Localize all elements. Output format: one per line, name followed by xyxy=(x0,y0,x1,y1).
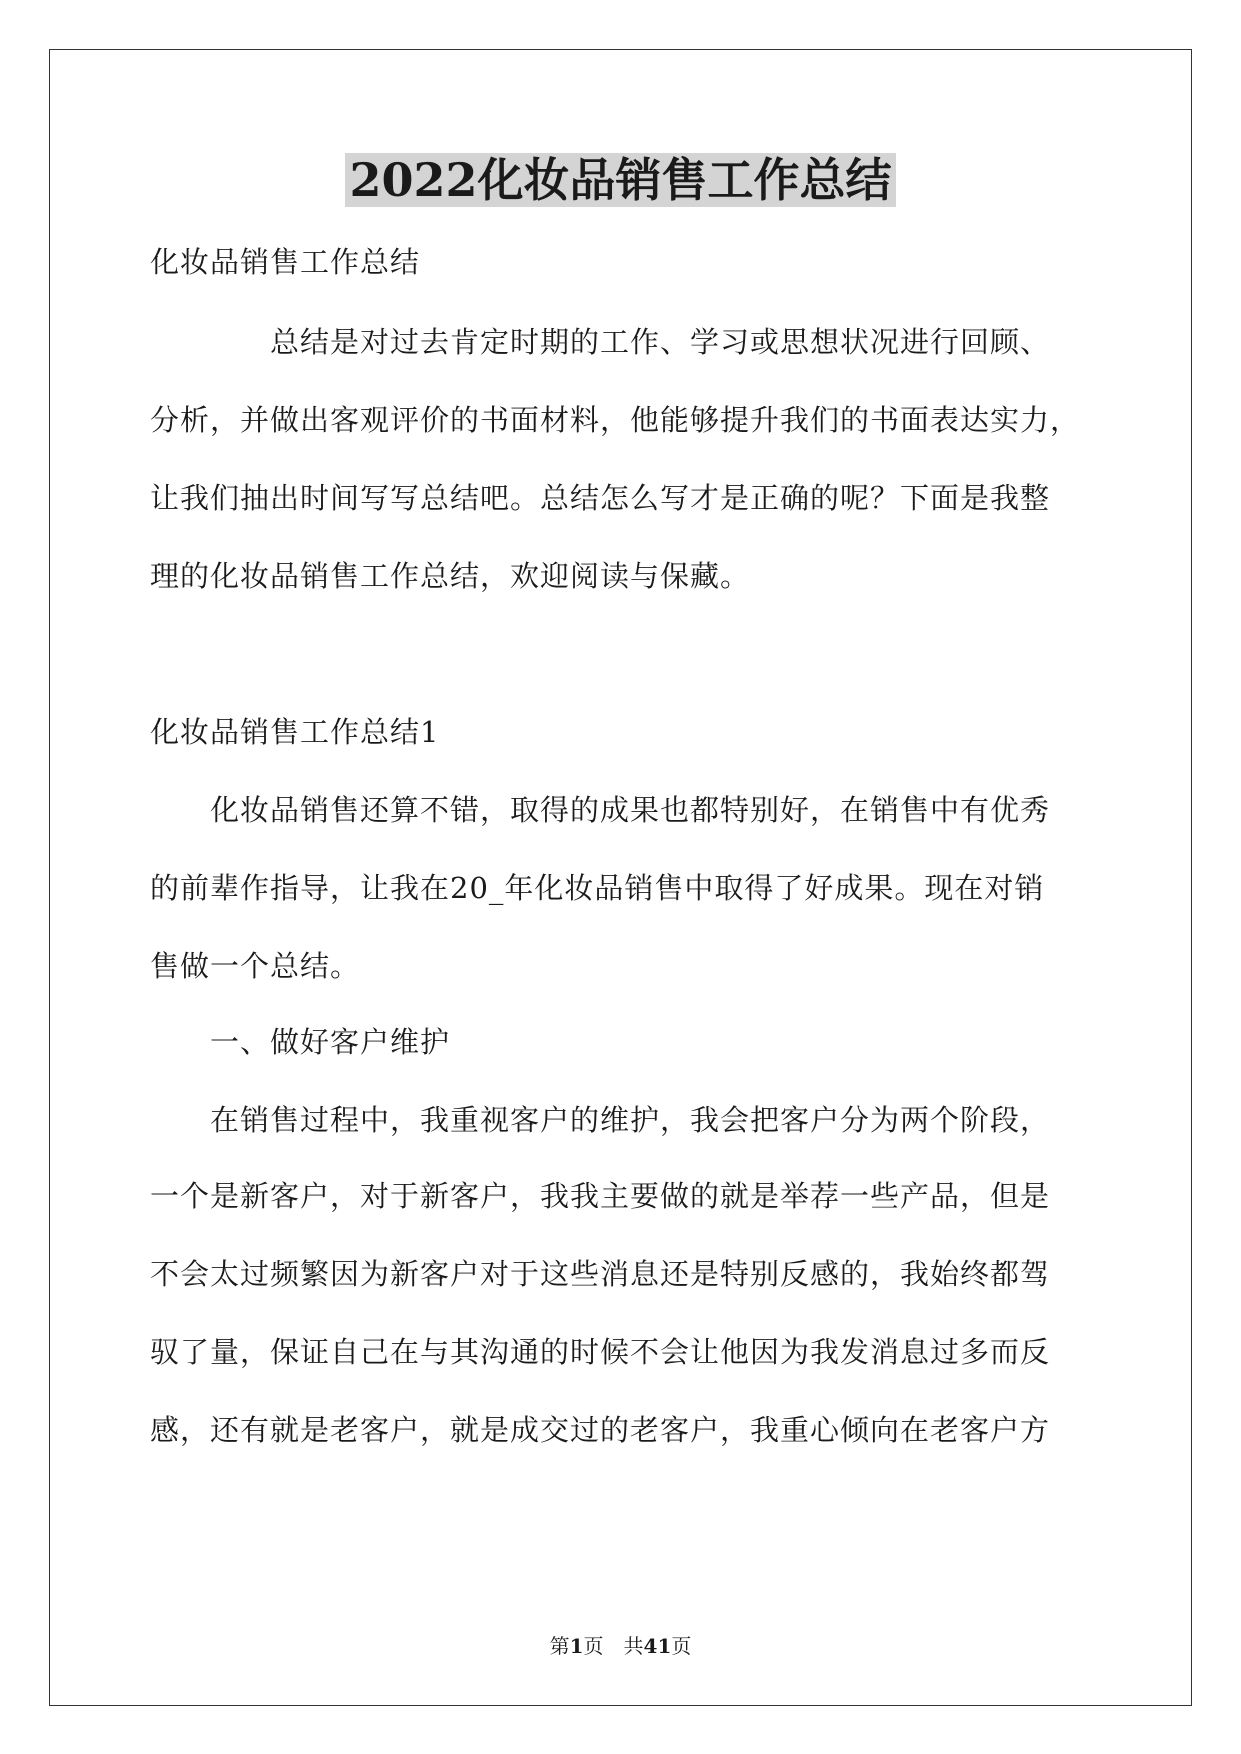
paragraph-line: 售做一个总结。 xyxy=(150,949,361,983)
paragraph-line: 理的化妆品销售工作总结，欢迎阅读与保藏。 xyxy=(150,559,751,593)
document-title xyxy=(0,148,1241,212)
page-footer xyxy=(0,1632,1241,1660)
footer-page-suffix: 页 xyxy=(671,1634,692,1658)
section-heading: 化妆品销售工作总结1 xyxy=(150,715,440,749)
paragraph-line: 让我们抽出时间写写总结吧。总结怎么写才是正确的呢？下面是我整 xyxy=(150,481,1051,515)
footer-page-total: 41 xyxy=(643,1634,672,1658)
document-title-text: 2022化妆品销售工作总结 xyxy=(345,153,895,207)
paragraph-line: 不会太过频繁因为新客户对于这些消息还是特别反感的，我始终都驾 xyxy=(150,1257,1051,1291)
paragraph-line: 一个是新客户，对于新客户，我我主要做的就是举荐一些产品，但是 xyxy=(150,1179,1051,1213)
footer-page-prefix: 第 xyxy=(549,1634,570,1658)
paragraph-line: 感，还有就是老客户，就是成交过的老客户，我重心倾向在老客户方 xyxy=(150,1413,1051,1447)
paragraph-line: 化妆品销售还算不错，取得的成果也都特别好，在销售中有优秀 xyxy=(150,793,1051,827)
paragraph-line: 在销售过程中，我重视客户的维护，我会把客户分为两个阶段， xyxy=(150,1103,1051,1137)
paragraph-line: 分析，并做出客观评价的书面材料，他能够提升我们的书面表达实力， xyxy=(150,403,1081,437)
paragraph-line: 驭了量，保证自己在与其沟通的时候不会让他因为我发消息过多而反 xyxy=(150,1335,1051,1369)
footer-page-mid: 页 共 xyxy=(583,1634,644,1658)
subsection-heading: 一、做好客户维护 xyxy=(150,1025,451,1059)
footer-page-current: 1 xyxy=(569,1634,584,1658)
paragraph-line: 的前辈作指导，让我在20_年化妆品销售中取得了好成果。现在对销 xyxy=(150,871,1045,905)
intro-heading: 化妆品销售工作总结 xyxy=(150,245,421,279)
paragraph-line: 总结是对过去肯定时期的工作、学习或思想状况进行回顾、 xyxy=(150,325,1051,359)
